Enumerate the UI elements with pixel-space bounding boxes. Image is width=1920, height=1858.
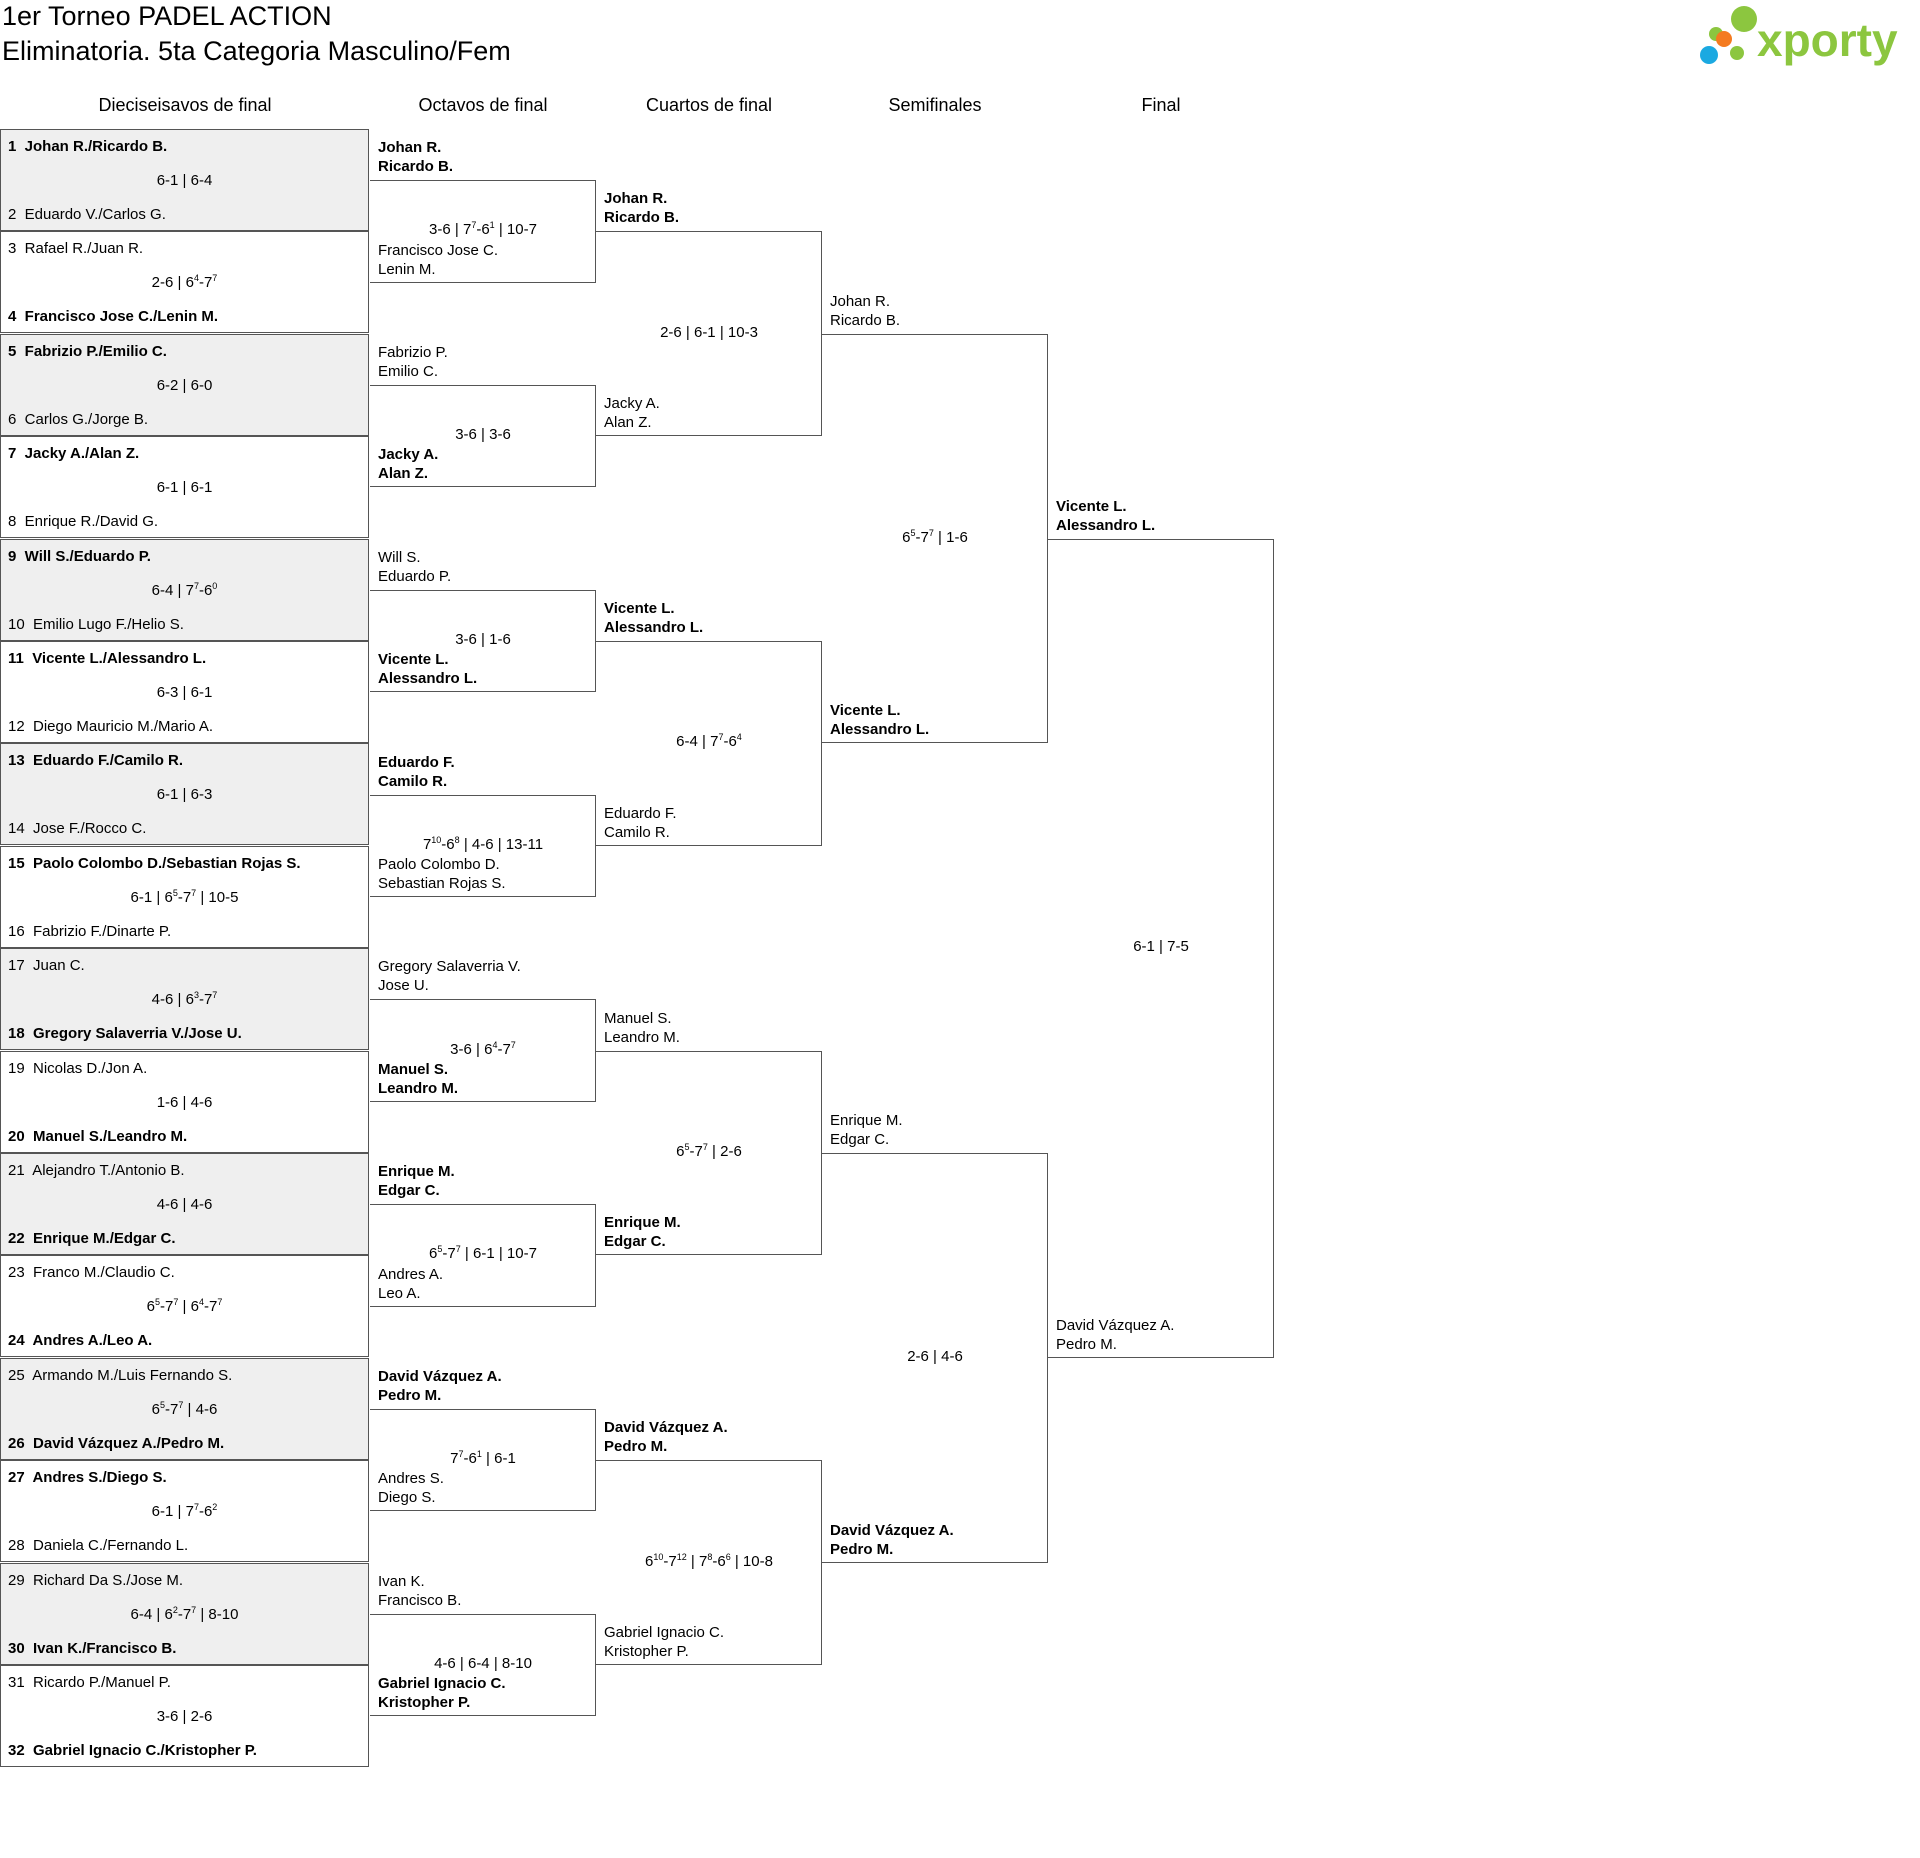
match-score: 3-6 | 1-6 bbox=[455, 631, 511, 648]
player-1: Gabriel Ignacio C. bbox=[604, 1624, 725, 1641]
team-b bbox=[830, 701, 929, 739]
player-1: Enrique M. bbox=[378, 1163, 455, 1181]
player-1: Manuel S. bbox=[378, 1060, 449, 1078]
player-2: Ricardo B. bbox=[378, 158, 454, 176]
player-2: Alessandro L. bbox=[378, 670, 478, 688]
player-2: Kristopher P. bbox=[604, 1643, 689, 1660]
player-2: Pedro M. bbox=[378, 1387, 442, 1404]
match-score: $6^{10}-7^{12}$ | $7^8-6^6$ | 10-8 bbox=[645, 1551, 773, 1570]
team-a bbox=[378, 343, 448, 381]
player-2: Leo A. bbox=[378, 1284, 421, 1302]
team-a: 13 Eduardo F./Camilo R. bbox=[8, 752, 184, 770]
player-2: Edgar C. bbox=[604, 1233, 666, 1251]
match-score: $6^5-7^7$ | 6-1 | 10-7 bbox=[429, 1244, 537, 1263]
player-2: Alan Z. bbox=[604, 414, 652, 432]
xporty-logo bbox=[1697, 4, 1919, 68]
team-b bbox=[378, 1469, 444, 1507]
r32-match bbox=[0, 539, 369, 641]
player-1: David Vázquez A. bbox=[830, 1521, 954, 1539]
r32-match bbox=[0, 846, 369, 948]
r32-match bbox=[0, 1460, 369, 1562]
match-score: 6-1 | 7-5 bbox=[1133, 938, 1189, 956]
team-a bbox=[378, 548, 451, 586]
player-2: Alessandro L. bbox=[604, 619, 704, 636]
team-a: 17 Juan C. bbox=[8, 957, 85, 975]
player-1: Vicente L. bbox=[1056, 497, 1127, 515]
match-score: 6-4 | $7^7-6^0$ bbox=[151, 580, 218, 599]
match-score: $6^5-7^7$ | 4-6 bbox=[151, 1399, 218, 1418]
match-score: 3-6 | 2-6 bbox=[156, 1708, 213, 1725]
player-1: Johan R. bbox=[830, 292, 891, 310]
match-score: 6-4 | $6^2-7^7$ | 8-10 bbox=[130, 1604, 239, 1623]
team-b: 4 Francisco Jose C./Lenin M. bbox=[8, 308, 219, 326]
player-1: Vicente L. bbox=[378, 651, 449, 669]
logo-dot-blue bbox=[1700, 46, 1718, 64]
r32-match bbox=[0, 948, 369, 1050]
match-score: 2-6 | $6^4-7^7$ bbox=[151, 273, 218, 292]
team-a bbox=[830, 1111, 903, 1149]
player-2: Camilo R. bbox=[378, 772, 448, 790]
team-a bbox=[830, 292, 900, 330]
player-2: Ricardo B. bbox=[830, 311, 901, 329]
player-2: Jose U. bbox=[378, 977, 429, 995]
player-2: Leandro M. bbox=[378, 1079, 459, 1097]
team-a bbox=[378, 957, 521, 995]
player-2: Francisco B. bbox=[378, 1591, 462, 1609]
player-2: Kristopher P. bbox=[378, 1694, 471, 1712]
player-1: Gabriel Ignacio C. bbox=[378, 1675, 506, 1693]
match-score: $6^5-7^7$ | 1-6 bbox=[902, 527, 968, 546]
r32-match bbox=[0, 743, 369, 845]
player-1: Gregory Salaverria V. bbox=[378, 958, 521, 976]
team-b bbox=[1056, 1316, 1174, 1354]
team-b: 8 Enrique R./David G. bbox=[8, 513, 159, 531]
team-a: 11 Vicente L./Alessandro L. bbox=[8, 650, 207, 667]
match-score: 6-3 | 6-1 bbox=[156, 684, 213, 701]
match-score: 6-4 | $7^7-6^4$ bbox=[676, 732, 742, 751]
round-header-r32: Dieciseisavos de final bbox=[98, 95, 272, 115]
player-1: Enrique M. bbox=[604, 1214, 681, 1232]
team-b: 22 Enrique M./Edgar C. bbox=[8, 1230, 176, 1247]
team-a: 9 Will S./Eduardo P. bbox=[8, 547, 151, 565]
match-score: $7^{10}-6^8$ | 4-6 | 13-11 bbox=[422, 834, 544, 853]
player-2: Alessandro L. bbox=[1056, 516, 1156, 534]
team-a: 31 Ricardo P./Manuel P. bbox=[8, 1674, 171, 1691]
player-2: Leandro M. bbox=[604, 1028, 680, 1046]
player-1: David Vázquez A. bbox=[604, 1419, 728, 1437]
r32-match bbox=[0, 1051, 369, 1153]
team-b bbox=[378, 855, 506, 893]
team-b bbox=[604, 1213, 681, 1251]
team-a bbox=[604, 189, 679, 227]
r32-match bbox=[0, 1665, 369, 1767]
player-2: Pedro M. bbox=[830, 1540, 894, 1558]
match-score: 2-6 | 6-1 | 10-3 bbox=[660, 323, 758, 341]
match-score: 6-1 | $7^7-6^2$ bbox=[151, 1502, 218, 1521]
team-a bbox=[604, 1009, 680, 1047]
match-score: 3-6 | $6^4-7^7$ bbox=[450, 1039, 516, 1058]
player-1: Ivan K. bbox=[378, 1572, 425, 1590]
team-b: 12 Diego Mauricio M./Mario A. bbox=[8, 718, 214, 735]
team-b: 2 Eduardo V./Carlos G. bbox=[8, 206, 166, 223]
player-1: Andres A. bbox=[378, 1265, 444, 1283]
team-a: 25 Armando M./Luis Fernando S. bbox=[8, 1366, 233, 1384]
player-1: Andres S. bbox=[378, 1470, 444, 1488]
round-header-qf: Cuartos de final bbox=[645, 95, 773, 115]
team-b: 32 Gabriel Ignacio C./Kristopher P. bbox=[8, 1742, 257, 1759]
match-score: 6-1 | 6-3 bbox=[156, 786, 213, 804]
team-a bbox=[378, 1162, 455, 1200]
team-a bbox=[604, 1418, 728, 1456]
match-score: 6-1 | $6^5-7^7$ | 10-5 bbox=[130, 887, 239, 906]
team-a bbox=[378, 753, 455, 791]
player-1: Johan R. bbox=[378, 139, 442, 157]
player-1: Eduardo F. bbox=[378, 753, 455, 771]
team-b bbox=[378, 650, 477, 688]
team-a bbox=[378, 1367, 502, 1405]
player-2: Edgar C. bbox=[830, 1131, 890, 1148]
team-b: 14 Jose F./Rocco C. bbox=[8, 820, 147, 838]
r32-match bbox=[0, 641, 369, 743]
match-score: 2-6 | 4-6 bbox=[907, 1347, 963, 1365]
page-title: 1er Torneo PADEL ACTION bbox=[2, 1, 332, 31]
team-b bbox=[378, 1265, 443, 1303]
player-2: Edgar C. bbox=[378, 1182, 440, 1200]
player-2: Sebastian Rojas S. bbox=[378, 875, 506, 892]
match-score: 1-6 | 4-6 bbox=[156, 1093, 213, 1111]
round-header-r16: Octavos de final bbox=[418, 95, 548, 115]
logo-dot-green bbox=[1731, 6, 1757, 32]
match-score: 4-6 | $6^3-7^7$ bbox=[151, 990, 218, 1009]
team-a: 21 Alejandro T./Antonio B. bbox=[8, 1162, 185, 1179]
team-a: 15 Paolo Colombo D./Sebastian Rojas S. bbox=[8, 854, 301, 872]
team-a: 7 Jacky A./Alan Z. bbox=[8, 445, 140, 463]
team-b: 6 Carlos G./Jorge B. bbox=[8, 410, 149, 428]
page-subtitle: Eliminatoria. 5ta Categoria Masculino/Fem bbox=[2, 36, 511, 66]
team-a: 19 Nicolas D./Jon A. bbox=[8, 1059, 148, 1077]
player-1: David Vázquez A. bbox=[378, 1368, 502, 1385]
r32-match bbox=[0, 231, 369, 333]
team-b: 30 Ivan K./Francisco B. bbox=[8, 1639, 177, 1657]
team-a: 29 Richard Da S./Jose M. bbox=[8, 1571, 184, 1589]
team-b bbox=[830, 1521, 954, 1559]
team-a: 27 Andres S./Diego S. bbox=[8, 1469, 167, 1487]
player-1: Vicente L. bbox=[830, 702, 901, 720]
player-1: Paolo Colombo D. bbox=[378, 856, 500, 873]
match-score: 6-1 | 6-4 bbox=[156, 172, 213, 189]
team-a: 3 Rafael R./Juan R. bbox=[8, 240, 144, 258]
logo-dot-orange bbox=[1716, 31, 1732, 47]
team-b bbox=[604, 394, 660, 432]
match-score: 6-1 | 6-1 bbox=[156, 479, 213, 497]
match-score: 3-6 | 3-6 bbox=[455, 426, 511, 444]
player-2: Pedro M. bbox=[1056, 1335, 1117, 1353]
player-2: Camilo R. bbox=[604, 823, 670, 841]
player-1: Vicente L. bbox=[604, 600, 675, 617]
team-b bbox=[378, 1060, 458, 1098]
team-a bbox=[1056, 497, 1155, 535]
r32-match bbox=[0, 436, 369, 538]
player-2: Alan Z. bbox=[378, 465, 429, 483]
r32-match bbox=[0, 129, 369, 231]
team-b: 28 Daniela C./Fernando L. bbox=[8, 1537, 189, 1555]
team-b: 16 Fabrizio F./Dinarte P. bbox=[8, 922, 172, 940]
player-2: Pedro M. bbox=[604, 1438, 668, 1456]
logo-text: xporty bbox=[1757, 14, 1898, 66]
player-1: Francisco Jose C. bbox=[378, 241, 499, 259]
match-score: 4-6 | 6-4 | 8-10 bbox=[434, 1655, 532, 1672]
player-2: Lenin M. bbox=[378, 260, 436, 278]
team-a: 1 Johan R./Ricardo B. bbox=[8, 138, 168, 155]
team-b: 10 Emilio Lugo F./Helio S. bbox=[8, 615, 184, 633]
match-score: 3-6 | $7^7-6^1$ | 10-7 bbox=[429, 220, 537, 239]
match-score: 4-6 | 4-6 bbox=[156, 1196, 213, 1213]
player-2: Diego S. bbox=[378, 1489, 436, 1507]
team-a: 23 Franco M./Claudio C. bbox=[8, 1264, 175, 1282]
player-2: Eduardo P. bbox=[378, 567, 452, 585]
logo-dot-green-2 bbox=[1730, 46, 1744, 60]
player-1: Enrique M. bbox=[830, 1112, 903, 1129]
player-2: Ricardo B. bbox=[604, 209, 680, 227]
team-a: 5 Fabrizio P./Emilio C. bbox=[8, 342, 167, 360]
player-1: Jacky A. bbox=[604, 395, 660, 413]
player-1: Manuel S. bbox=[604, 1009, 672, 1027]
match-score: 6-2 | 6-0 bbox=[156, 376, 213, 394]
player-1: David Vázquez A. bbox=[1056, 1316, 1175, 1334]
player-2: Alessandro L. bbox=[830, 721, 930, 739]
r32-match bbox=[0, 1255, 369, 1357]
player-1: Johan R. bbox=[604, 190, 668, 208]
match-score: $6^5-7^7$ | 2-6 bbox=[676, 1142, 742, 1160]
round-header-sf: Semifinales bbox=[888, 95, 982, 115]
player-2: Emilio C. bbox=[378, 363, 439, 380]
team-b bbox=[378, 1674, 506, 1712]
team-b bbox=[378, 241, 498, 279]
team-b bbox=[378, 445, 438, 483]
round-header-final: Final bbox=[1141, 95, 1181, 115]
r32-match bbox=[0, 1358, 369, 1460]
team-b: 26 David Vázquez A./Pedro M. bbox=[8, 1434, 225, 1452]
r32-match bbox=[0, 1153, 369, 1255]
player-1: Will S. bbox=[378, 548, 421, 566]
r32-match bbox=[0, 334, 369, 436]
team-a bbox=[378, 1572, 461, 1610]
match-score: $7^7-6^1$ | 6-1 bbox=[450, 1449, 516, 1468]
player-1: Eduardo F. bbox=[604, 804, 677, 822]
player-1: Jacky A. bbox=[378, 446, 439, 464]
team-a bbox=[378, 138, 453, 176]
team-b bbox=[604, 1623, 724, 1661]
team-b bbox=[604, 804, 677, 842]
player-1: Fabrizio P. bbox=[378, 344, 448, 361]
team-b: 24 Andres A./Leo A. bbox=[8, 1332, 153, 1350]
team-b: 18 Gregory Salaverria V./Jose U. bbox=[8, 1025, 242, 1043]
team-a bbox=[604, 599, 703, 637]
team-b: 20 Manuel S./Leandro M. bbox=[8, 1127, 188, 1145]
r32-match bbox=[0, 1563, 369, 1665]
match-score: $6^5-7^7$ | $6^4-7^7$ bbox=[146, 1297, 223, 1316]
